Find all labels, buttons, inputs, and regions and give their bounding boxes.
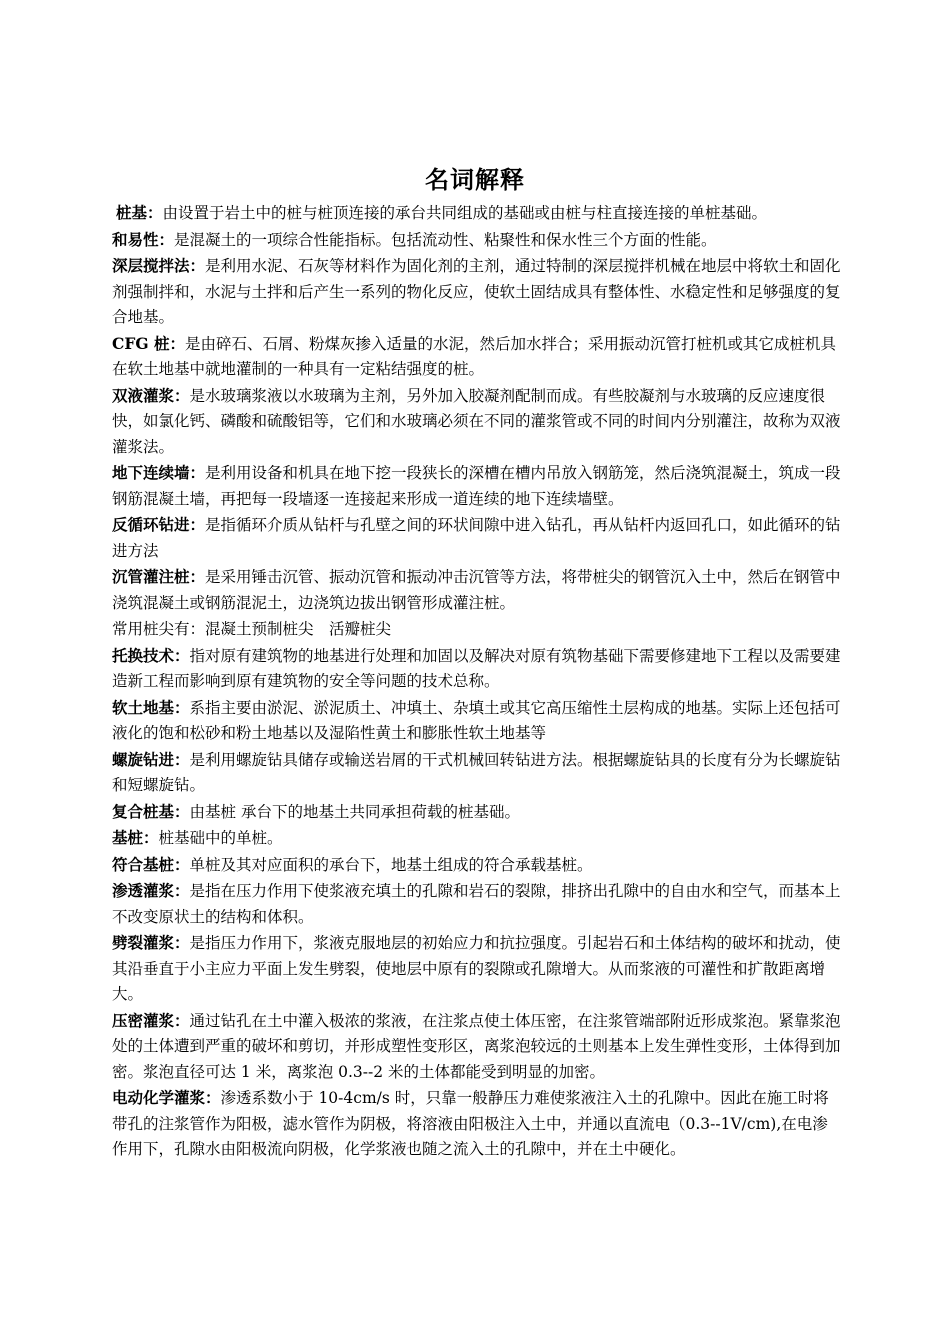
glossary-entry xyxy=(112,930,842,1008)
entry-definition: 是利用螺旋钻具储存或输送岩屑的干式机械回转钻进方法。根据螺旋钻具的长度有分为长螺旋钻和短螺旋钻。 xyxy=(112,750,841,794)
glossary-entry xyxy=(112,331,842,383)
entry-term: 复合桩基： xyxy=(112,801,190,821)
entry-definition: 是指压力作用下，浆液克服地层的初始应力和抗拉强度。引起岩石和土体结构的破坏和扰动，使其沿垂直于小主应力平面上发生劈裂，使地层中原有的裂隙或孔隙增大。从而浆液的可灌性和扩散距离增大。 xyxy=(112,934,841,1003)
glossary-entry xyxy=(112,799,842,826)
entry-term: 符合基桩： xyxy=(112,854,190,874)
entry-term: 反循环钻进： xyxy=(112,515,206,534)
entry-definition: 是利用水泥、石灰等材料作为固化剂的主剂，通过特制的深层搅拌机械在地层中将软土和固化剂强制拌和，水泥与土拌和后产生一系列的物化反应，使软土固结成具有整体性、水稳定性和足够强度的复合地基。 xyxy=(112,257,841,326)
entry-definition: 是指循环介质从钻杆与孔壁之间的环状间隙中进入钻孔，再从钻杆内返回孔口，如此循环的钻进方法 xyxy=(112,516,841,560)
glossary-entry xyxy=(112,852,842,879)
entry-definition: 常用桩尖有：混凝土预制桩尖 活瓣桩尖 xyxy=(112,620,392,638)
glossary-note xyxy=(112,616,842,643)
entry-term: 地下连续墙： xyxy=(112,463,206,482)
entry-definition: 是采用锤击沉管、振动沉管和振动冲击沉管等方法，将带桩尖的钢管沉入土中，然后在钢管中浇筑混凝土或钢筋混泥土，边浇筑边拔出钢管形成灌注桩。 xyxy=(112,568,841,612)
glossary-entry xyxy=(112,253,842,331)
glossary-entry xyxy=(112,825,842,852)
entry-definition: 指对原有建筑物的地基进行处理和加固以及解决对原有筑物基础下需要修建地下工程以及需要建造新工程而影响到原有建筑物的安全等问题的技术总称。 xyxy=(112,646,841,690)
entry-definition: 是由碎石、石屑、粉煤灰掺入适量的水泥，然后加水拌合；采用振动沉管打桩机或其它成桩机具在软土地基中就地灌制的一种具有一定粘结强度的桩。 xyxy=(112,334,836,378)
glossary-entry xyxy=(112,383,842,461)
entry-term: 托换技术： xyxy=(112,645,190,665)
entry-term: 电动化学灌浆： xyxy=(112,1088,221,1107)
glossary-entry xyxy=(112,643,842,695)
entry-definition: 是指在压力作用下使浆液充填土的孔隙和岩石的裂隙，排挤出孔隙中的自由水和空气，而基本上不改变原状土的结构和体积。 xyxy=(112,882,841,926)
entry-term: 渗透灌浆： xyxy=(112,881,190,900)
glossary-entry xyxy=(112,227,842,254)
entry-term: 沉管灌注桩： xyxy=(112,567,206,586)
entry-definition: 渗透系数小于 10-4cm/s 时，只靠一般静压力难使浆液注入土的孔隙中。因此在施工时将带孔的注浆管作为阳极，滤水管作为阴极，将溶液由阳极注入土中，并通以直流电（0.3--1V/cm),在电渗作用下，孔隙水由阳极流向阴极，化学浆液也随之流入土的孔隙中，并在土中硬化。 xyxy=(112,1089,829,1158)
entry-term: 桩基： xyxy=(116,203,163,222)
entry-definition: 是混凝土的一项综合性能指标。包括流动性、粘聚性和保水性三个方面的性能。 xyxy=(174,230,717,249)
entry-term: 软土地基： xyxy=(112,697,190,717)
entry-definition: 单桩及其对应面积的承台下，地基土组成的符合承载基桩。 xyxy=(189,855,593,874)
entry-term: CFG 桩： xyxy=(112,333,185,353)
entry-definition: 系指主要由淤泥、淤泥质土、冲填土、杂填土或其它高压缩性土层构成的地基。实际上还包括可液化的饱和松砂和粉土地基以及湿陷性黄土和膨胀性软土地基等 xyxy=(112,698,841,742)
entry-term: 双液灌浆： xyxy=(112,385,190,405)
entry-term: 压密灌浆： xyxy=(112,1010,190,1030)
entry-definition: 通过钻孔在土中灌入极浓的浆液，在注浆点使土体压密，在注浆管端部附近形成浆泡。紧靠浆泡处的土体遭到严重的破坏和剪切，并形成塑性变形区，离浆泡较远的土则基本上发生弹性变形，土体得到加密。浆泡直径可达 1 米，离浆泡 0.3--2 米的土体都能受到明显的加密。 xyxy=(112,1011,841,1081)
glossary-list xyxy=(112,200,842,1163)
page-title: 名词解释 xyxy=(425,165,525,194)
entry-definition: 桩基础中的单桩。 xyxy=(158,829,283,847)
glossary-entry xyxy=(112,1008,842,1086)
glossary-entry xyxy=(112,747,842,799)
entry-term: 螺旋钻进： xyxy=(112,749,190,769)
glossary-entry xyxy=(112,564,842,616)
glossary-entry xyxy=(112,695,842,747)
glossary-entry xyxy=(112,1085,842,1163)
glossary-entry xyxy=(112,200,842,227)
entry-term: 劈裂灌浆： xyxy=(112,933,190,952)
entry-term: 和易性： xyxy=(112,229,175,249)
entry-term: 基桩： xyxy=(112,828,159,847)
glossary-entry xyxy=(112,460,842,512)
entry-term: 深层搅拌法： xyxy=(112,256,206,275)
entry-definition: 是利用设备和机具在地下挖一段狭长的深槽在槽内吊放入钢筋笼，然后浇筑混凝土，筑成一段钢筋混凝土墙，再把每一段墙逐一连接起来形成一道连续的地下连续墙壁。 xyxy=(112,464,841,508)
entry-definition: 由基桩 承台下的地基土共同承担荷载的桩基础。 xyxy=(189,802,520,821)
entry-definition: 由设置于岩土中的桩与桩顶连接的承台共同组成的基础或由桩与柱直接连接的单桩基础。 xyxy=(162,204,768,222)
entry-definition: 是水玻璃浆液以水玻璃为主剂，另外加入胶凝剂配制而成。有些胶凝剂与水玻璃的反应速度很快，如氯化钙、磷酸和硫酸铝等，它们和水玻璃必须在不同的灌浆管或不同的时间内分别灌注，故称为双液灌浆法。 xyxy=(112,386,841,456)
glossary-entry xyxy=(112,878,842,930)
glossary-entry xyxy=(112,512,842,564)
